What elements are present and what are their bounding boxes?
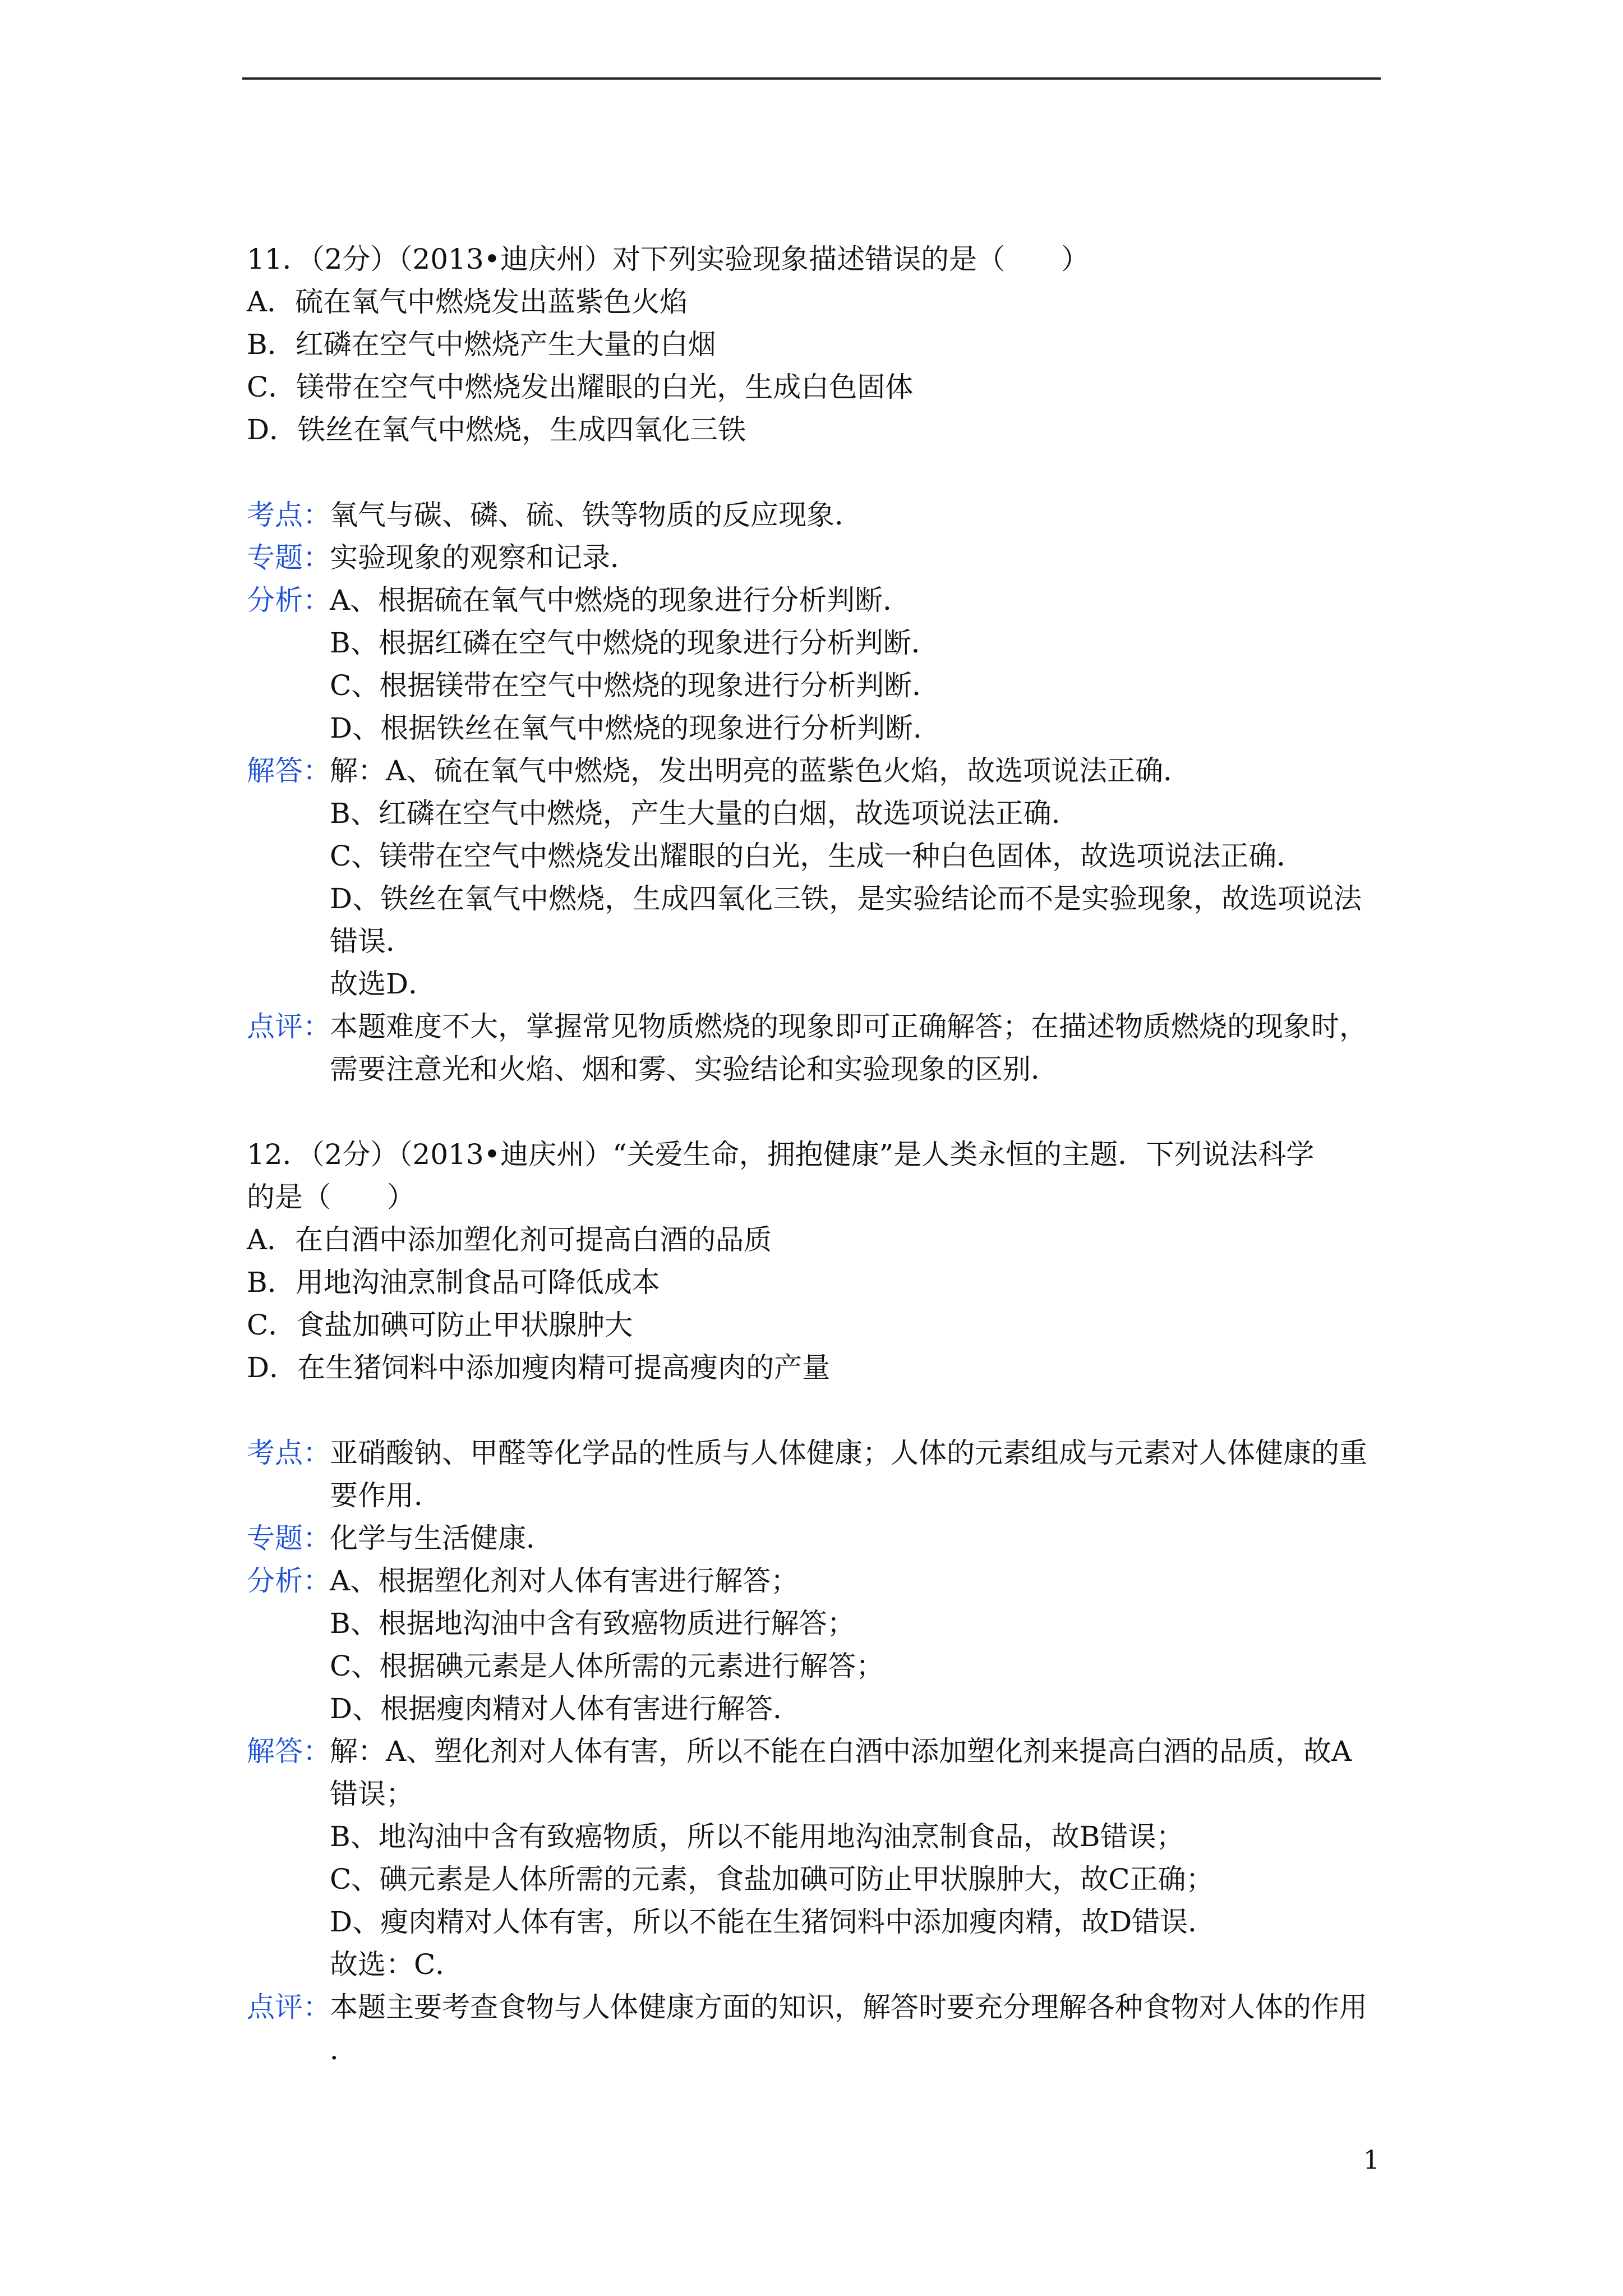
jieda-line: C、镁带在空气中燃烧发出耀眼的白光，生成一种白色固体，故选项说法正确． xyxy=(330,840,1305,872)
option-d: D．铁丝在氧气中燃烧，生成四氧化三铁 xyxy=(247,413,746,446)
kaodian-line: 氧气与碳、磷、硫、铁等物质的反应现象． xyxy=(330,499,863,531)
kaodian-section xyxy=(247,1432,1391,1517)
zhuanti-line: 实验现象的观察和记录． xyxy=(330,541,638,574)
option-c: C．食盐加碘可防止甲状腺肿大 xyxy=(247,1309,633,1341)
option-b: B．红磷在空气中燃烧产生大量的白烟 xyxy=(247,328,716,361)
option-a: A．硫在氧气中燃烧发出蓝紫色火焰 xyxy=(247,286,688,318)
jieda-line: 故选D． xyxy=(330,968,437,1000)
kaodian-line: 亚硝酸钠、甲醛等化学品的性质与人体健康；人体的元素组成与元素对人体健康的重 xyxy=(330,1437,1367,1469)
question-stem-line: 12．（2分）（2013•迪庆州）“关爱生命，拥抱健康”是人类永恒的主题．下列说法科学 xyxy=(247,1138,1315,1171)
page-number: 1 xyxy=(1363,2145,1380,2175)
option-a: A．在白酒中添加塑化剂可提高白酒的品质 xyxy=(247,1223,772,1256)
jieda-line: 故选：C． xyxy=(330,1948,464,1981)
zhuanti-section xyxy=(247,1517,1391,1559)
kaodian-label: 考点： xyxy=(247,499,331,531)
option-d: D．在生猪饲料中添加瘦肉精可提高瘦肉的产量 xyxy=(247,1351,831,1384)
question-stem-line: 11．（2分）（2013•迪庆州）对下列实验现象描述错误的是（ ） xyxy=(247,243,1090,275)
jieda-label: 解答： xyxy=(247,754,331,787)
jieda-line: B、地沟油中含有致癌物质，所以不能用地沟油烹制食品，故B错误； xyxy=(330,1820,1184,1853)
dianping-line: ． xyxy=(330,2033,358,2066)
question-stem-line: 的是（ ） xyxy=(247,1181,415,1213)
dianping-section xyxy=(247,1005,1391,1091)
fenxi-line: C、根据碘元素是人体所需的元素进行解答； xyxy=(330,1650,884,1682)
zhuanti-line: 化学与生活健康． xyxy=(330,1522,554,1554)
fenxi-line: C、根据镁带在空气中燃烧的现象进行分析判断． xyxy=(330,669,940,702)
jieda-line: 解：A、塑化剂对人体有害，所以不能在白酒中添加塑化剂来提高白酒的品质，故A xyxy=(330,1735,1352,1768)
jieda-label: 解答： xyxy=(247,1735,331,1768)
jieda-line: 错误． xyxy=(330,925,414,958)
fenxi-section xyxy=(247,579,1391,749)
jieda-line: C、碘元素是人体所需的元素，食盐加碘可防止甲状腺肿大，故C正确； xyxy=(330,1863,1214,1895)
dianping-line: 本题主要考查食物与人体健康方面的知识，解答时要充分理解各种食物对人体的作用 xyxy=(330,1991,1367,2023)
jieda-section xyxy=(247,1730,1391,1986)
fenxi-line: A、根据硫在氧气中燃烧的现象进行分析判断． xyxy=(330,584,911,616)
jieda-line: B、红磷在空气中燃烧，产生大量的白烟，故选项说法正确． xyxy=(330,797,1080,830)
jieda-section xyxy=(247,749,1391,1005)
zhuanti-section xyxy=(247,536,1391,579)
fenxi-label: 分析： xyxy=(247,584,331,616)
fenxi-line: A、根据塑化剂对人体有害进行解答； xyxy=(330,1565,799,1597)
option-c: C．镁带在空气中燃烧发出耀眼的白光，生成白色固体 xyxy=(247,371,914,403)
fenxi-line: B、根据地沟油中含有致癌物质进行解答； xyxy=(330,1607,855,1640)
kaodian-section xyxy=(247,494,1391,536)
fenxi-label: 分析： xyxy=(247,1565,331,1597)
question-12 xyxy=(247,1133,1391,2071)
fenxi-section xyxy=(247,1559,1391,1730)
fenxi-line: B、根据红磷在空气中燃烧的现象进行分析判断． xyxy=(330,627,939,659)
dianping-line: 需要注意光和火焰、烟和雾、实验结论和实验现象的区别． xyxy=(330,1053,1059,1085)
kaodian-label: 考点： xyxy=(247,1437,331,1469)
page-content xyxy=(247,238,1391,2071)
fenxi-line: D、根据瘦肉精对人体有害进行解答． xyxy=(330,1692,801,1725)
fenxi-line: D、根据铁丝在氧气中燃烧的现象进行分析判断． xyxy=(330,712,942,744)
jieda-line: D、铁丝在氧气中燃烧，生成四氧化三铁，是实验结论而不是实验现象，故选项说法 xyxy=(330,882,1362,915)
kaodian-line: 要作用． xyxy=(330,1479,442,1512)
jieda-line: 解：A、硫在氧气中燃烧，发出明亮的蓝紫色火焰，故选项说法正确． xyxy=(330,754,1192,787)
jieda-line: 错误； xyxy=(330,1778,414,1810)
jieda-line: D、瘦肉精对人体有害，所以不能在生猪饲料中添加瘦肉精，故D错误． xyxy=(330,1906,1216,1938)
option-b: B．用地沟油烹制食品可降低成本 xyxy=(247,1266,660,1299)
zhuanti-label: 专题： xyxy=(247,541,331,574)
header-rule xyxy=(242,77,1381,80)
dianping-line: 本题难度不大，掌握常见物质燃烧的现象即可正确解答；在描述物质燃烧的现象时， xyxy=(330,1010,1367,1043)
dianping-label: 点评： xyxy=(247,1991,331,2023)
dianping-section xyxy=(247,1986,1391,2071)
question-11 xyxy=(247,238,1391,1091)
dianping-label: 点评： xyxy=(247,1010,331,1043)
zhuanti-label: 专题： xyxy=(247,1522,331,1554)
